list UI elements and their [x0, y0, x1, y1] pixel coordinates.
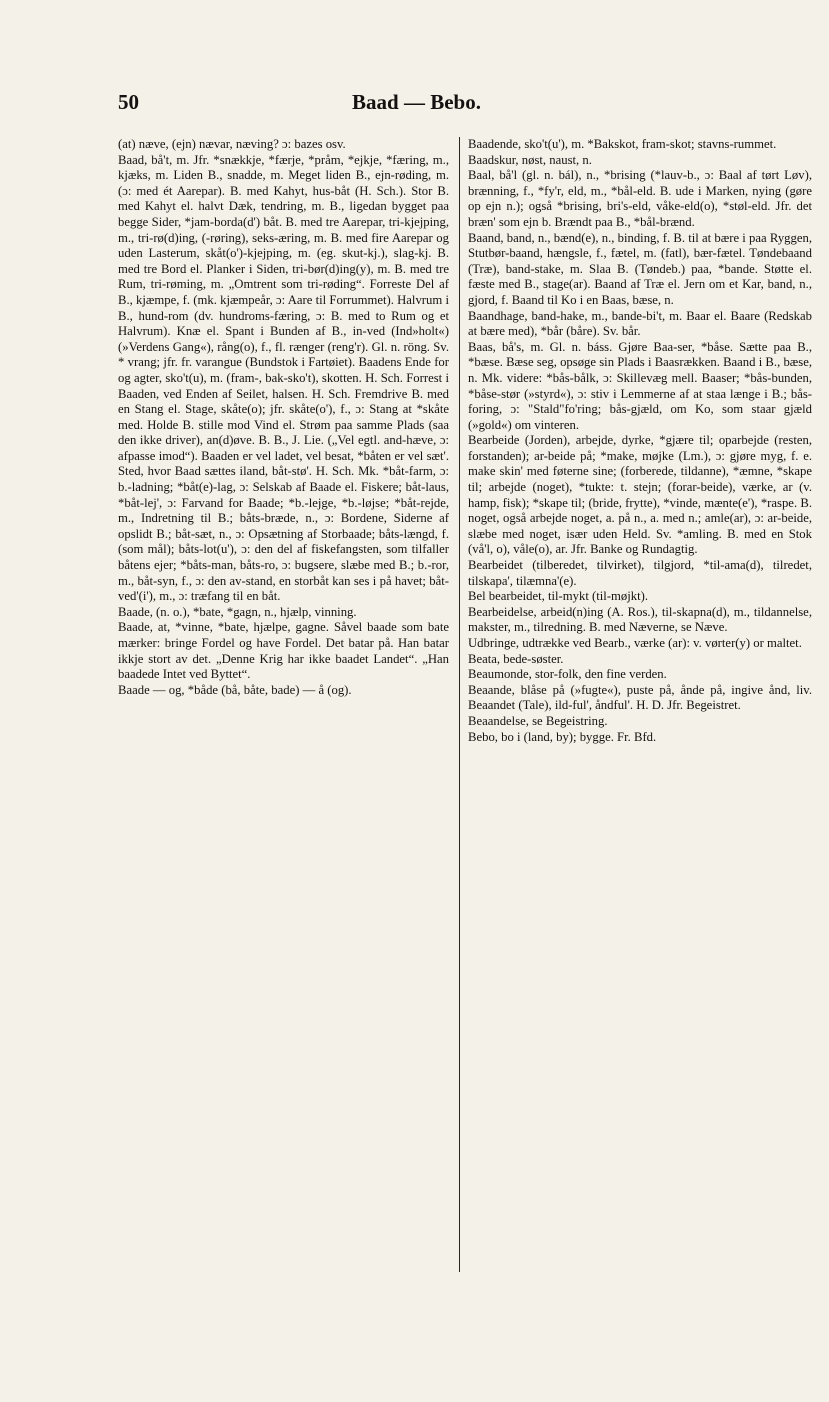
- entry-baade-verb: Baade, at, *vinne, *bate, hjælpe, gagne. Såvel baade som bate mærker: bringe Fordel og have Fordel. Det batar på. Han batar ikkje stort av det. „Denne Krig har ikke baadet Landet“. „Han baadede Intet ved Byttet“.: [118, 620, 449, 682]
- entry-baadende: Baadende, sko't(u'), m. *Bakskot, fram-skot; stavns-rummet.: [468, 137, 777, 151]
- right-column: [468, 137, 812, 745]
- entry-beata: Beata, bede-søster.: [468, 651, 564, 666]
- entry-bazes: (at) næve, (ejn) nævar, næving? ɔ: bazes osv.: [118, 137, 346, 151]
- entry-beaandelse: Beaandelse, se Begeistring.: [468, 713, 608, 728]
- entry-bebo: Bebo, bo i (land, by); bygge. Fr. Bfd.: [468, 729, 657, 744]
- entry-baadskur: Baadskur, nøst, naust, n.: [468, 152, 592, 167]
- entry-baade-noun: Baade, (n. o.), *bate, *gagn, n., hjælp, vinning.: [118, 604, 357, 619]
- entry-baal: Baal, bå'l (gl. n. bál), n., *brising (*lauv-b., ɔ: Baal af tørt Løv), brænning, f., *fy'r, eld, m., *bål-eld. B. ude i Marken, nying (gøre op ejn n.); også *brising, bri's-eld, våke-eld(o), *støl-eld. Jfr. det bræn' som ejn b. Brændt paa B., *bål-brænd.: [468, 168, 812, 229]
- entry-beaande: Beaande, blåse på (»fugte«), puste på, ånde på, ingive ånd, liv. Beaandet (Tale), ild-ful', åndful'. H. D. Jfr. Begeistret.: [468, 682, 812, 713]
- entry-bearbeidelse: Bearbeidelse, arbeid(n)ing (A. Ros.), til-skapna(d), m., tildannelse, makster, m., tilredning. B. med Næverne, se Næve.: [468, 604, 812, 635]
- column-divider: [459, 137, 460, 1272]
- page-title: Baad — Bebo.: [352, 90, 481, 114]
- page-header: [118, 90, 715, 120]
- page-number: 50: [118, 90, 139, 114]
- entry-baas: Baas, bå's, m. Gl. n. báss. Gjøre Baa-ser, *båse. Sætte paa B., *bæse. Bæse seg, opsøge sin Plads i Baasrækken. Baand i B., bæse, n. Mk. videre: *bås-bålk, ɔ: Skillevæg mell. Baaser; *bås-bunden, *båse-stør (»styrd«), ɔ: stiv i Lemmerne af at staa længe i B.; bås-foring, ɔ: "Stald"fo'ring; bås-gjæld, om Ko, som staar gjæld (»gold«) om vinteren.: [468, 339, 812, 432]
- entry-baad: Baad, bå't, m. Jfr. *snækkje, *færje, *pråm, *ejkje, *færing, m., kjæks, m. Liden B., snadde, m. Meget liden B., ejn-røding, m. (ɔ: med ét Aarepar). B. med Kahyt, hus-båt (H. Sch.). Stor B. med Kahyt el. halvt Dæk, tendring, m. B., ligedan bygget paa begge Sider, *jam-borda(d') båt. B. med tre Aarepar, tri-kjejping, m., tri-rø(d)ing, (-røring), seks-æring, m. B. med fire Aarepar og uden Lasterum, skåt(o')-kjejping, m. (eg. skut-kj.), slag-kj. B. med tre Bord el. Planker i Siden, tri-bør(d)ing(y), m. B. med tre Rum, tri-røming, m. „Omtrent som tri-røding“. Forreste Del af B., kjæmpe, f. (mk. kjæmpeår, ɔ: Aare til Forrummet). Halvrum i B., hund-rom (dv. hundroms-færing, ɔ: B. med to Rum og et Halvrum). Knæ el. Spant i Bunden af B., in-ved (Ind»holt«) (»Verdens Gang«), rång(o), f., fl. rænger (reng'r). Gl. n. röng. Sv. * vrang; jfr. fr. varangue (Bundstok i Fartøiet). Baadens Ende for og agter, sko't(u), m. (fram-, bak-sko't), skotten. H. Sch. Forrest i Baaden, ved Enden af Seilet, halsen. H. Sch. Fremdrive B. med en Stang el. Stage, skåte(o); jfr. skåte(o'), f., ɔ: Stang at *skåte med. Holde B. stille mod Vind el. Strøm paa samme Plads (saa den ikke driver), an(d)øve. B. B., J. Lie. („Vel egtl. and-hæve, ɔ: afpasse imod“). Baaden er vel ladet, vel besat, *båten er vel sæt'. Sted, hvor Baad sættes iland, båt-stø'. H. Sch. Mk. *båt-farm, ɔ: b.-ladning; *båt(e)-lag, ɔ: Selskab af Baade el. Fiskere; båt-laus, *båt-lej', ɔ: Farvand for Baade; *b.-lejge, *b.-løjse; *båt-rejde, m., Indretning til B.; båts-bræde, n., ɔ: Bordene, Siderne af opslidt B.; båt-sæt, n., ɔ: Opsætning af Storbaade; båts-længd, f. (som mål); båts-lot(u'), ɔ: den del af fiskefangsten, som tilfaller båtens ejer; *båts-man, båts-ro, ɔ: bugsere, slæbe med B.; b.-ror, m., båt-syn, f., ɔ: den av-stand, en storbåt kan ses i på havet; båt-ved'(i'), m., ɔ: træfang til en båt.: [118, 152, 449, 604]
- entry-baade-og: Baade — og, *både (bå, båte, bade) — å (og).: [118, 682, 352, 697]
- entry-bearbeide: Bearbeide (Jorden), arbejde, dyrke, *gjære til; oparbejde (resten, forstanden); ar-beide på; *make, møjke (Lm.), ɔ: gjøre myg, f. e. make skin' med føterne sine; (forberede, tildanne), *æmne, *skape til; arbejde (noget), *tukte: t. stejn; (forar-beide), værke, ar (v. hamp, fisk); *skape til; (bride, frytte), *vinde, mænte(e'), *raspe. B. noget, også arbejde noget, a. på n., a. med n.; amle(ar), ɔ: ar-beide, slæbe med noget, især uden Held. Sv. *amling. B. med en Stok (vå'l, o), våle(o), ar. Jfr. Banke og Rundagtig.: [468, 433, 812, 557]
- left-column: [118, 137, 449, 698]
- entry-baand: Baand, band, n., bænd(e), n., binding, f. B. til at bære i paa Ryggen, Stutbør-baand, hængsle, f., fætel, m. (fatl), bær-fætel. Tøndebaand (Træ), band-stake, m. Slaa B. (Tøndeb.) paa, *bande. Støtte el. fæste med B., stage(ar). Baand af Træ el. Jern om et Kar, band, n., gjord, f. Baand til Ko i en Baas, bæse, n.: [468, 230, 812, 307]
- entry-vel-bearbeidet: Bel bearbeidet, til-mykt (til-møjkt).: [468, 589, 649, 604]
- entry-beaumonde: Beaumonde, stor-folk, den fine verden.: [468, 667, 667, 682]
- entry-bearbeidet: Bearbeidet (tilberedet, tilvirket), tilgjord, *til-ama(d), tilredet, tilskapa', tilæmna'(e).: [468, 558, 812, 588]
- entry-udbringe: Udbringe, udtrække ved Bearb., værke (ar): v. vørter(y) or maltet.: [468, 636, 802, 650]
- entry-baandhage: Baandhage, band-hake, m., bande-bi't, m. Baar el. Baare (Redskab at bære med), *bår (båre). Sv. bår.: [468, 308, 812, 339]
